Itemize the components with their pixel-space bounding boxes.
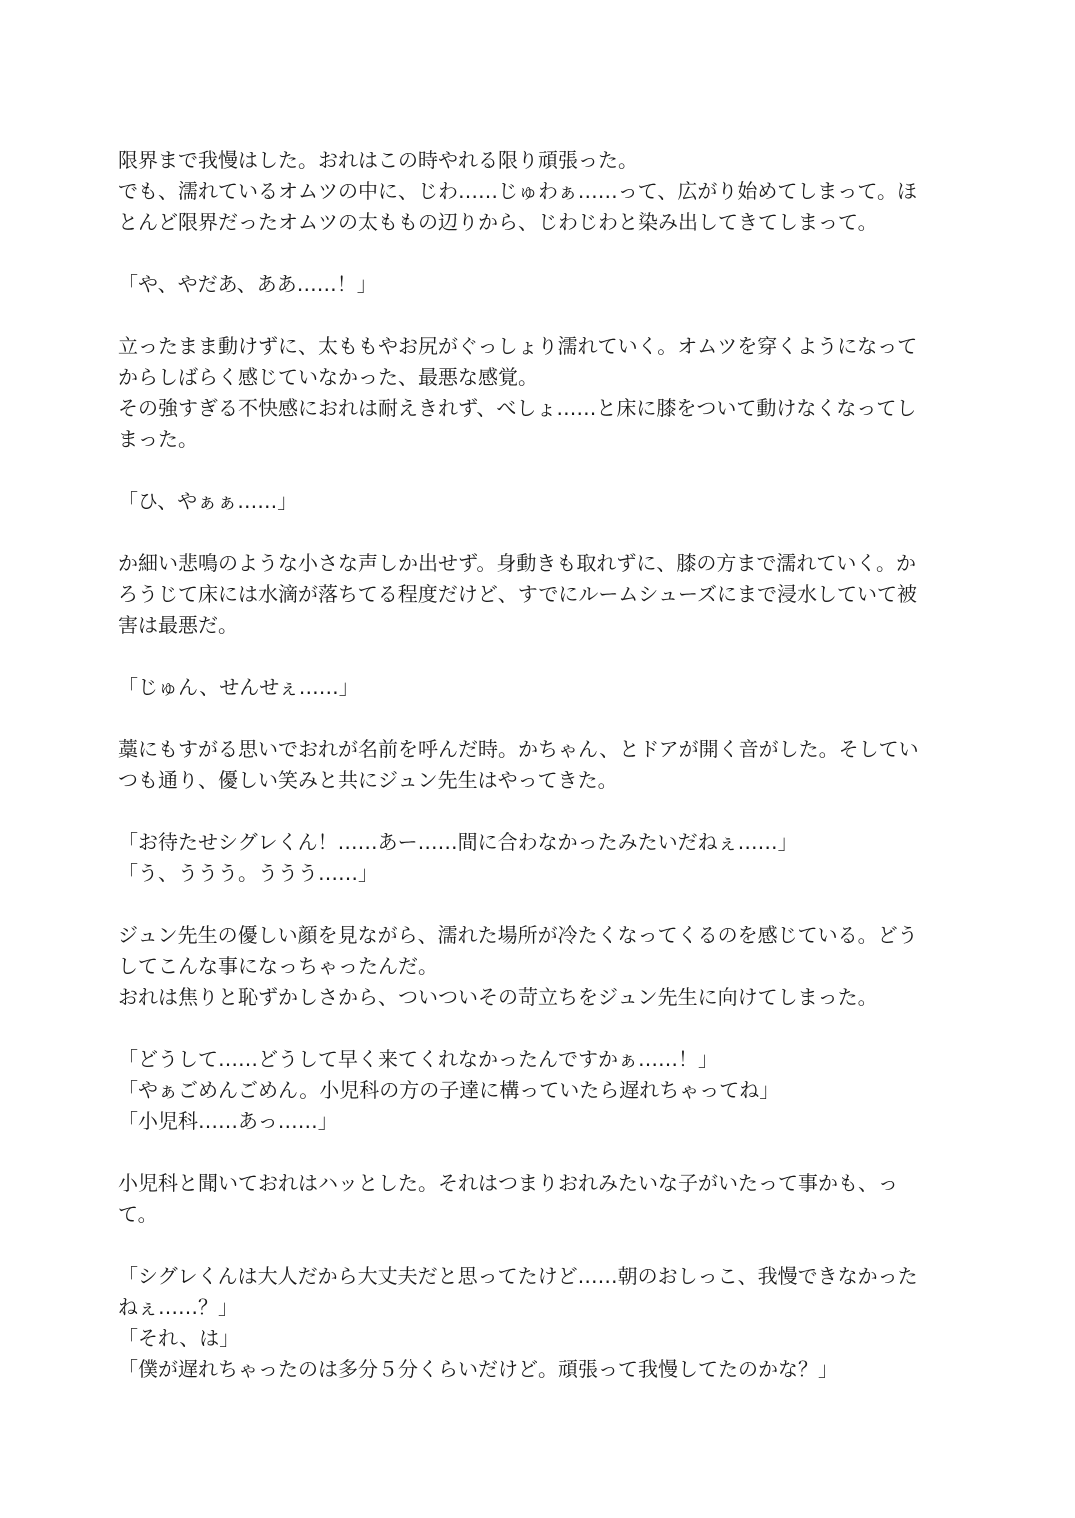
text-line: か細い悲鳴のような小さな声しか出せず。身動きも取れずに、膝の方まで濡れていく。か [118,551,916,575]
blank-line [118,889,958,920]
text-line: その強すぎる不快感におれは耐えきれず、べしょ……と床に膝をついて動けなくなってし [118,396,917,420]
text-line: 「僕が遅れちゃったのは多分５分くらいだけど。頑張って我慢してたのかな？」 [118,1357,838,1381]
text-line: ジュン先生の優しい顔を見ながら、濡れた場所が冷たくなってくるのを感じている。どう [118,923,918,947]
text-line: 「や、やだあ、ああ……！」 [118,272,377,296]
blank-line [118,703,958,734]
blank-line [118,517,958,548]
text-line: 立ったまま動けずに、太ももやお尻がぐっしょり濡れていく。オムツを穿くようになって [118,334,918,358]
blank-line [118,1137,958,1168]
text-line: 「シグレくんは大人だから大丈夫だと思ってたけど……朝のおしっこ、我慢できなかった [118,1264,918,1288]
blank-line [118,1230,958,1261]
blank-line [118,455,958,486]
text-line: 「小児科……あっ……」 [118,1109,338,1133]
text-line: ろうじて床には水滴が落ちてる程度だけど、すでにルームシューズにまで浸水していて被 [118,582,917,606]
text-line: 「やぁごめんごめん。小児科の方の子達に構っていたら遅れちゃってね」 [118,1078,780,1102]
text-line: まった。 [118,427,198,451]
text-line: 限界まで我慢はした。おれはこの時やれる限り頑張った。 [118,148,638,172]
text-line: おれは焦りと恥ずかしさから、ついついその苛立ちをジュン先生に向けてしまった。 [118,985,878,1009]
text-line: 「じゅん、せんせぇ……」 [118,675,359,699]
text-line: 害は最悪だ。 [118,613,238,637]
text-line: 小児科と聞いておれはハッとした。それはつまりおれみたいな子がいたって事かも、っ [118,1171,898,1195]
text-line: 「う、ううう。ううう……」 [118,861,378,885]
blank-line [118,641,958,672]
text-line: からしばらく感じていなかった、最悪な感覚。 [118,365,538,389]
blank-line [118,1013,958,1044]
text-line: つも通り、優しい笑みと共にジュン先生はやってきた。 [118,768,618,792]
blank-line [118,796,958,827]
text-line: 「ひ、やぁぁ……」 [118,489,298,513]
text-line: 「それ、は」 [118,1326,240,1350]
text-line: でも、濡れているオムツの中に、じわ……じゅわぁ……って、広がり始めてしまって。ほ [118,179,917,203]
text-line: ねぇ……？」 [118,1295,238,1319]
blank-line [118,238,958,269]
text-line: とんど限界だったオムツの太ももの辺りから、じわじわと染み出してきてしまって。 [118,210,878,234]
document-body [118,145,958,1385]
text-line: 「どうして……どうして早く来てくれなかったんですかぁ……！」 [118,1047,718,1071]
text-line: て。 [118,1202,158,1226]
text-line: してこんな事になっちゃったんだ。 [118,954,438,978]
blank-line [118,300,958,331]
text-line: 「お待たせシグレくん！……あー……間に合わなかったみたいだねぇ……」 [118,830,798,854]
text-line: 藁にもすがる思いでおれが名前を呼んだ時。かちゃん、とドアが開く音がした。そしてい [118,737,919,761]
